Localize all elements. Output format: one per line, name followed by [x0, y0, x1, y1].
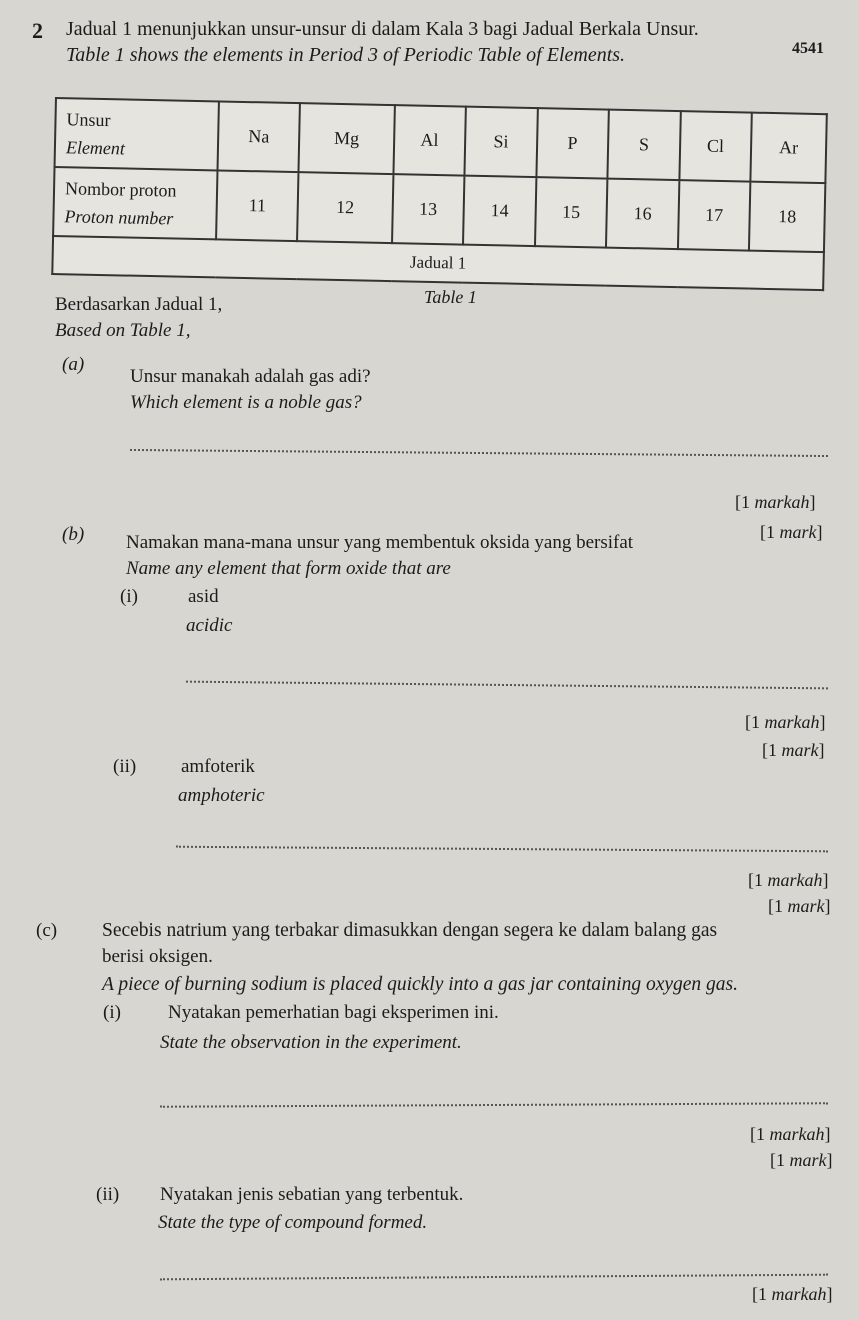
part-b-ii-en: amphoteric	[178, 785, 265, 806]
part-b-text-en: Name any element that form oxide that are	[126, 558, 451, 579]
part-b-text-ms: Namakan mana-mana unsur yang membentuk oksida yang bersifat	[126, 532, 634, 553]
part-b-i-ms: asid	[188, 586, 219, 607]
paper-code: 4541	[792, 40, 824, 57]
mark-ms-c-i: [1 markah]	[750, 1124, 831, 1144]
part-c-ii-ms: Nyatakan jenis sebatian yang terbentuk.	[160, 1184, 464, 1205]
mark-en-b-ii: [1 mark]	[768, 896, 831, 916]
mark-en-c-i: [1 mark]	[770, 1150, 833, 1170]
element-cell: Si	[465, 107, 538, 177]
mark-ms-c-ii: [1 markah]	[752, 1284, 833, 1304]
proton-cell: 14	[463, 176, 536, 246]
part-c-text-en: A piece of burning sodium is placed quickly into a gas jar containing oxygen gas.	[102, 974, 739, 995]
part-b-i-label: (i)	[120, 586, 138, 607]
intro-english: Table 1 shows the elements in Period 3 of Periodic Table of Elements.	[66, 44, 626, 66]
part-a-label: (a)	[62, 354, 85, 375]
element-cell: P	[536, 108, 609, 178]
part-c-i-en: State the observation in the experiment.	[160, 1032, 462, 1053]
answer-line-b-ii[interactable]	[176, 846, 828, 853]
proton-label-ms: Nombor proton	[64, 177, 177, 201]
part-c-i-ms: Nyatakan pemerhatian bagi eksperimen ini.	[168, 1002, 499, 1023]
based-on-ms: Berdasarkan Jadual 1,	[55, 294, 223, 315]
part-c-label: (c)	[36, 920, 58, 941]
intro-malay: Jadual 1 menunjukkan unsur-unsur di dalam Kala 3 bagi Jadual Berkala Unsur.	[66, 18, 699, 40]
table-caption-ms: Jadual 1	[52, 236, 824, 290]
part-b-label: (b)	[62, 524, 85, 545]
proton-cell: 17	[678, 180, 751, 250]
part-b-ii-ms: amfoterik	[181, 756, 255, 777]
part-a-text-ms: Unsur manakah adalah gas adi?	[130, 366, 371, 387]
mark-ms-a: [1 markah]	[735, 492, 816, 512]
mark-en-b-i: [1 mark]	[762, 740, 825, 760]
element-cell: Al	[393, 105, 466, 175]
mark-ms-b-i: [1 markah]	[745, 712, 826, 732]
mark-ms-b-ii: [1 markah]	[748, 870, 829, 890]
part-c-text-ms-1: Secebis natrium yang terbakar dimasukkan dengan segera ke dalam balang gas	[102, 920, 718, 941]
element-cell: Na	[217, 101, 300, 172]
element-cell: S	[608, 110, 681, 180]
part-b-i-en: acidic	[186, 615, 233, 636]
answer-line-c-ii[interactable]	[160, 1274, 828, 1281]
proton-cell: 11	[216, 170, 299, 241]
proton-label-en: Proton number	[64, 205, 174, 229]
part-c-i-label: (i)	[103, 1002, 121, 1023]
part-a-text-en: Which element is a noble gas?	[130, 392, 362, 413]
element-cell: Cl	[679, 111, 752, 181]
proton-cell: 12	[297, 172, 393, 243]
element-label-ms: Unsur	[66, 108, 111, 130]
proton-cell: 16	[606, 179, 679, 249]
element-cell: Ar	[751, 113, 827, 184]
table-caption-en: Table 1	[424, 287, 477, 307]
part-c-ii-label: (ii)	[96, 1184, 120, 1205]
part-c-ii-en: State the type of compound formed.	[158, 1212, 428, 1233]
proton-row-header	[53, 167, 217, 239]
element-cell: Mg	[299, 103, 395, 174]
based-on-en: Based on Table 1,	[55, 320, 191, 341]
mark-en-a: [1 mark]	[760, 522, 823, 542]
question-number: 2	[32, 18, 43, 43]
answer-line-b-i[interactable]	[186, 681, 828, 690]
answer-line-c-i[interactable]	[160, 1102, 828, 1107]
answer-line-a[interactable]	[130, 449, 828, 457]
proton-cell: 15	[535, 177, 608, 247]
period-3-table	[51, 97, 828, 291]
part-b-ii-label: (ii)	[113, 756, 137, 777]
proton-cell: 18	[749, 182, 825, 253]
element-row-header	[55, 98, 219, 170]
proton-cell: 13	[392, 174, 465, 244]
part-c-text-ms-2: berisi oksigen.	[102, 946, 213, 967]
element-label-en: Element	[65, 136, 126, 158]
